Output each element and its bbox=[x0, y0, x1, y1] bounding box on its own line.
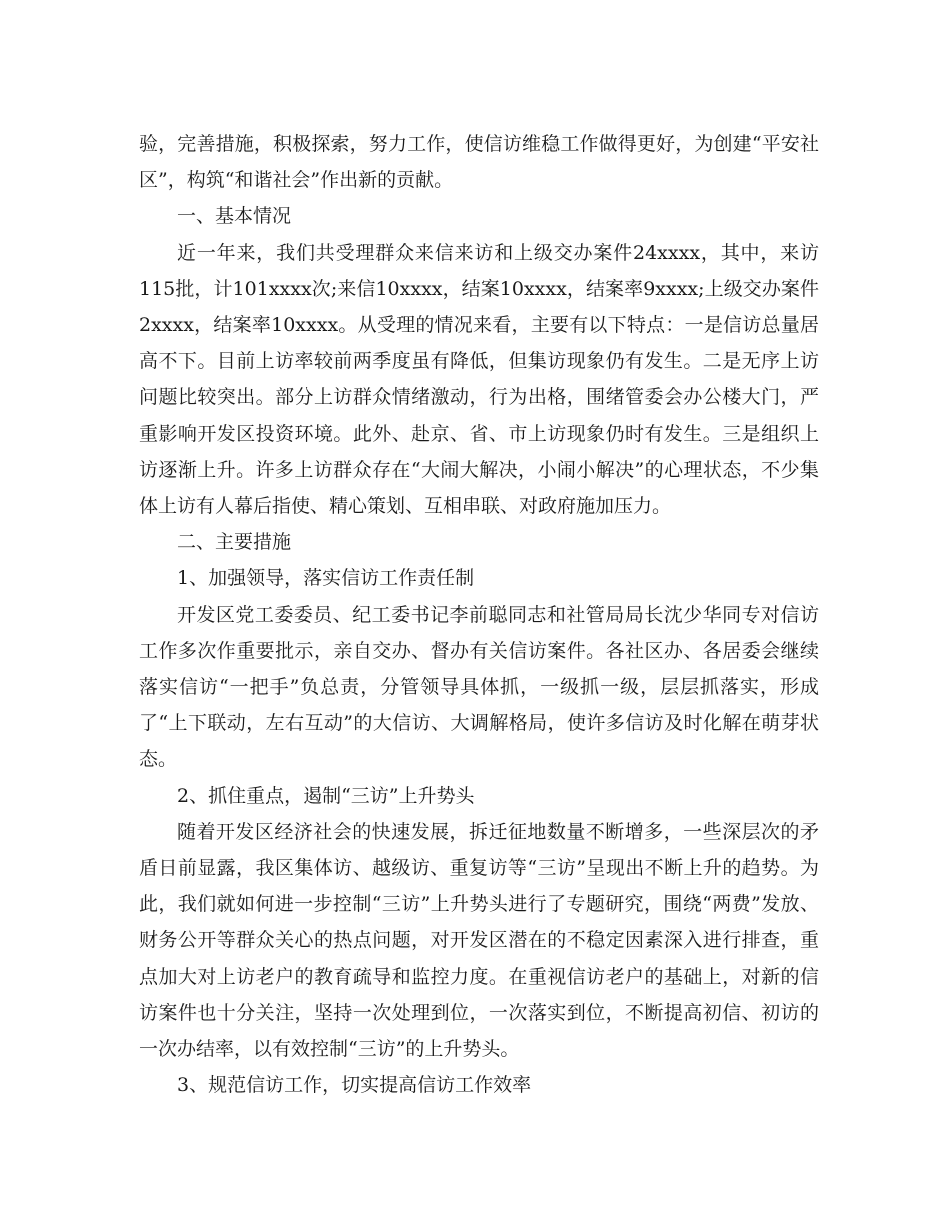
document-body bbox=[139, 126, 819, 1103]
section-heading-main-measures: 二、主要措施 bbox=[177, 531, 292, 554]
paragraph-basic-situation: 近一年来，我们共受理群众来信来访和上级交办案件24xxxx，其中，来访115批，计101xxxx次;来信10xxxx，结案10xxxx，结案率9xxxx;上级交办案件2xxxx，结案率10xxxx。从受理的情况来看，主要有以下特点：一是信访总量居高不下。目前上访率较前两季度虽有降低，但集访现象仍有发生。二是无序上访问题比较突出。部分上访群众情绪激动，行为出格，围绪管委会办公楼大门，严重影响开发区投资环境。此外、赴京、省、市上访现象仍时有发生。三是组织上访逐渐上升。许多上访群众存在“大闹大解决，小闹小解决”的心理状态，不少集体上访有人幕后指使、精心策划、互相串联、对政府施加压力。 bbox=[139, 241, 819, 518]
section-heading-basic-situation: 一、基本情况 bbox=[177, 205, 292, 228]
paragraph-three-visits: 随着开发区经济社会的快速发展，拆迁征地数量不断增多，一些深层次的矛盾日前显露，我区集体访、越级访、重复访等“三访”呈现出不断上升的趋势。为此，我们就如何进一步控制“三访”上升势头进行了专题研究，围绕“两费”发放、财务公开等群众关心的热点问题，对开发区潜在的不稳定因素深入进行排查，重点加大对上访老户的教育疏导和监控力度。在重视信访老户的基础上，对新的信访案件也十分关注，坚持一次处理到位，一次落实到位，不断提高初信、初访的一次办结率，以有效控制“三访”的上升势头。 bbox=[139, 820, 819, 1061]
paragraph-leadership: 开发区党工委委员、纪工委书记李前聪同志和社管局局长沈少华同专对信访工作多次作重要批示，亲自交办、督办有关信访案件。各社区办、各居委会继续落实信访“一把手”负总责，分管领导具体抓，一级抓一级，层层抓落实，形成了“上下联动，左右互动”的大信访、大调解格局，使许多信访及时化解在萌芽状态。 bbox=[139, 603, 819, 771]
paragraph-continuation: 验，完善措施，积极探索，努力工作，使信访维稳工作做得更好，为创建“平安社区”，构筑“和谐社会”作出新的贡献。 bbox=[139, 133, 819, 192]
subheading-focus-key-points: 2、抓住重点，遏制“三访”上升势头 bbox=[177, 784, 475, 807]
subheading-standardize-work: 3、规范信访工作，切实提高信访工作效率 bbox=[177, 1074, 532, 1097]
subheading-strengthen-leadership: 1、加强领导，落实信访工作责任制 bbox=[177, 567, 475, 590]
